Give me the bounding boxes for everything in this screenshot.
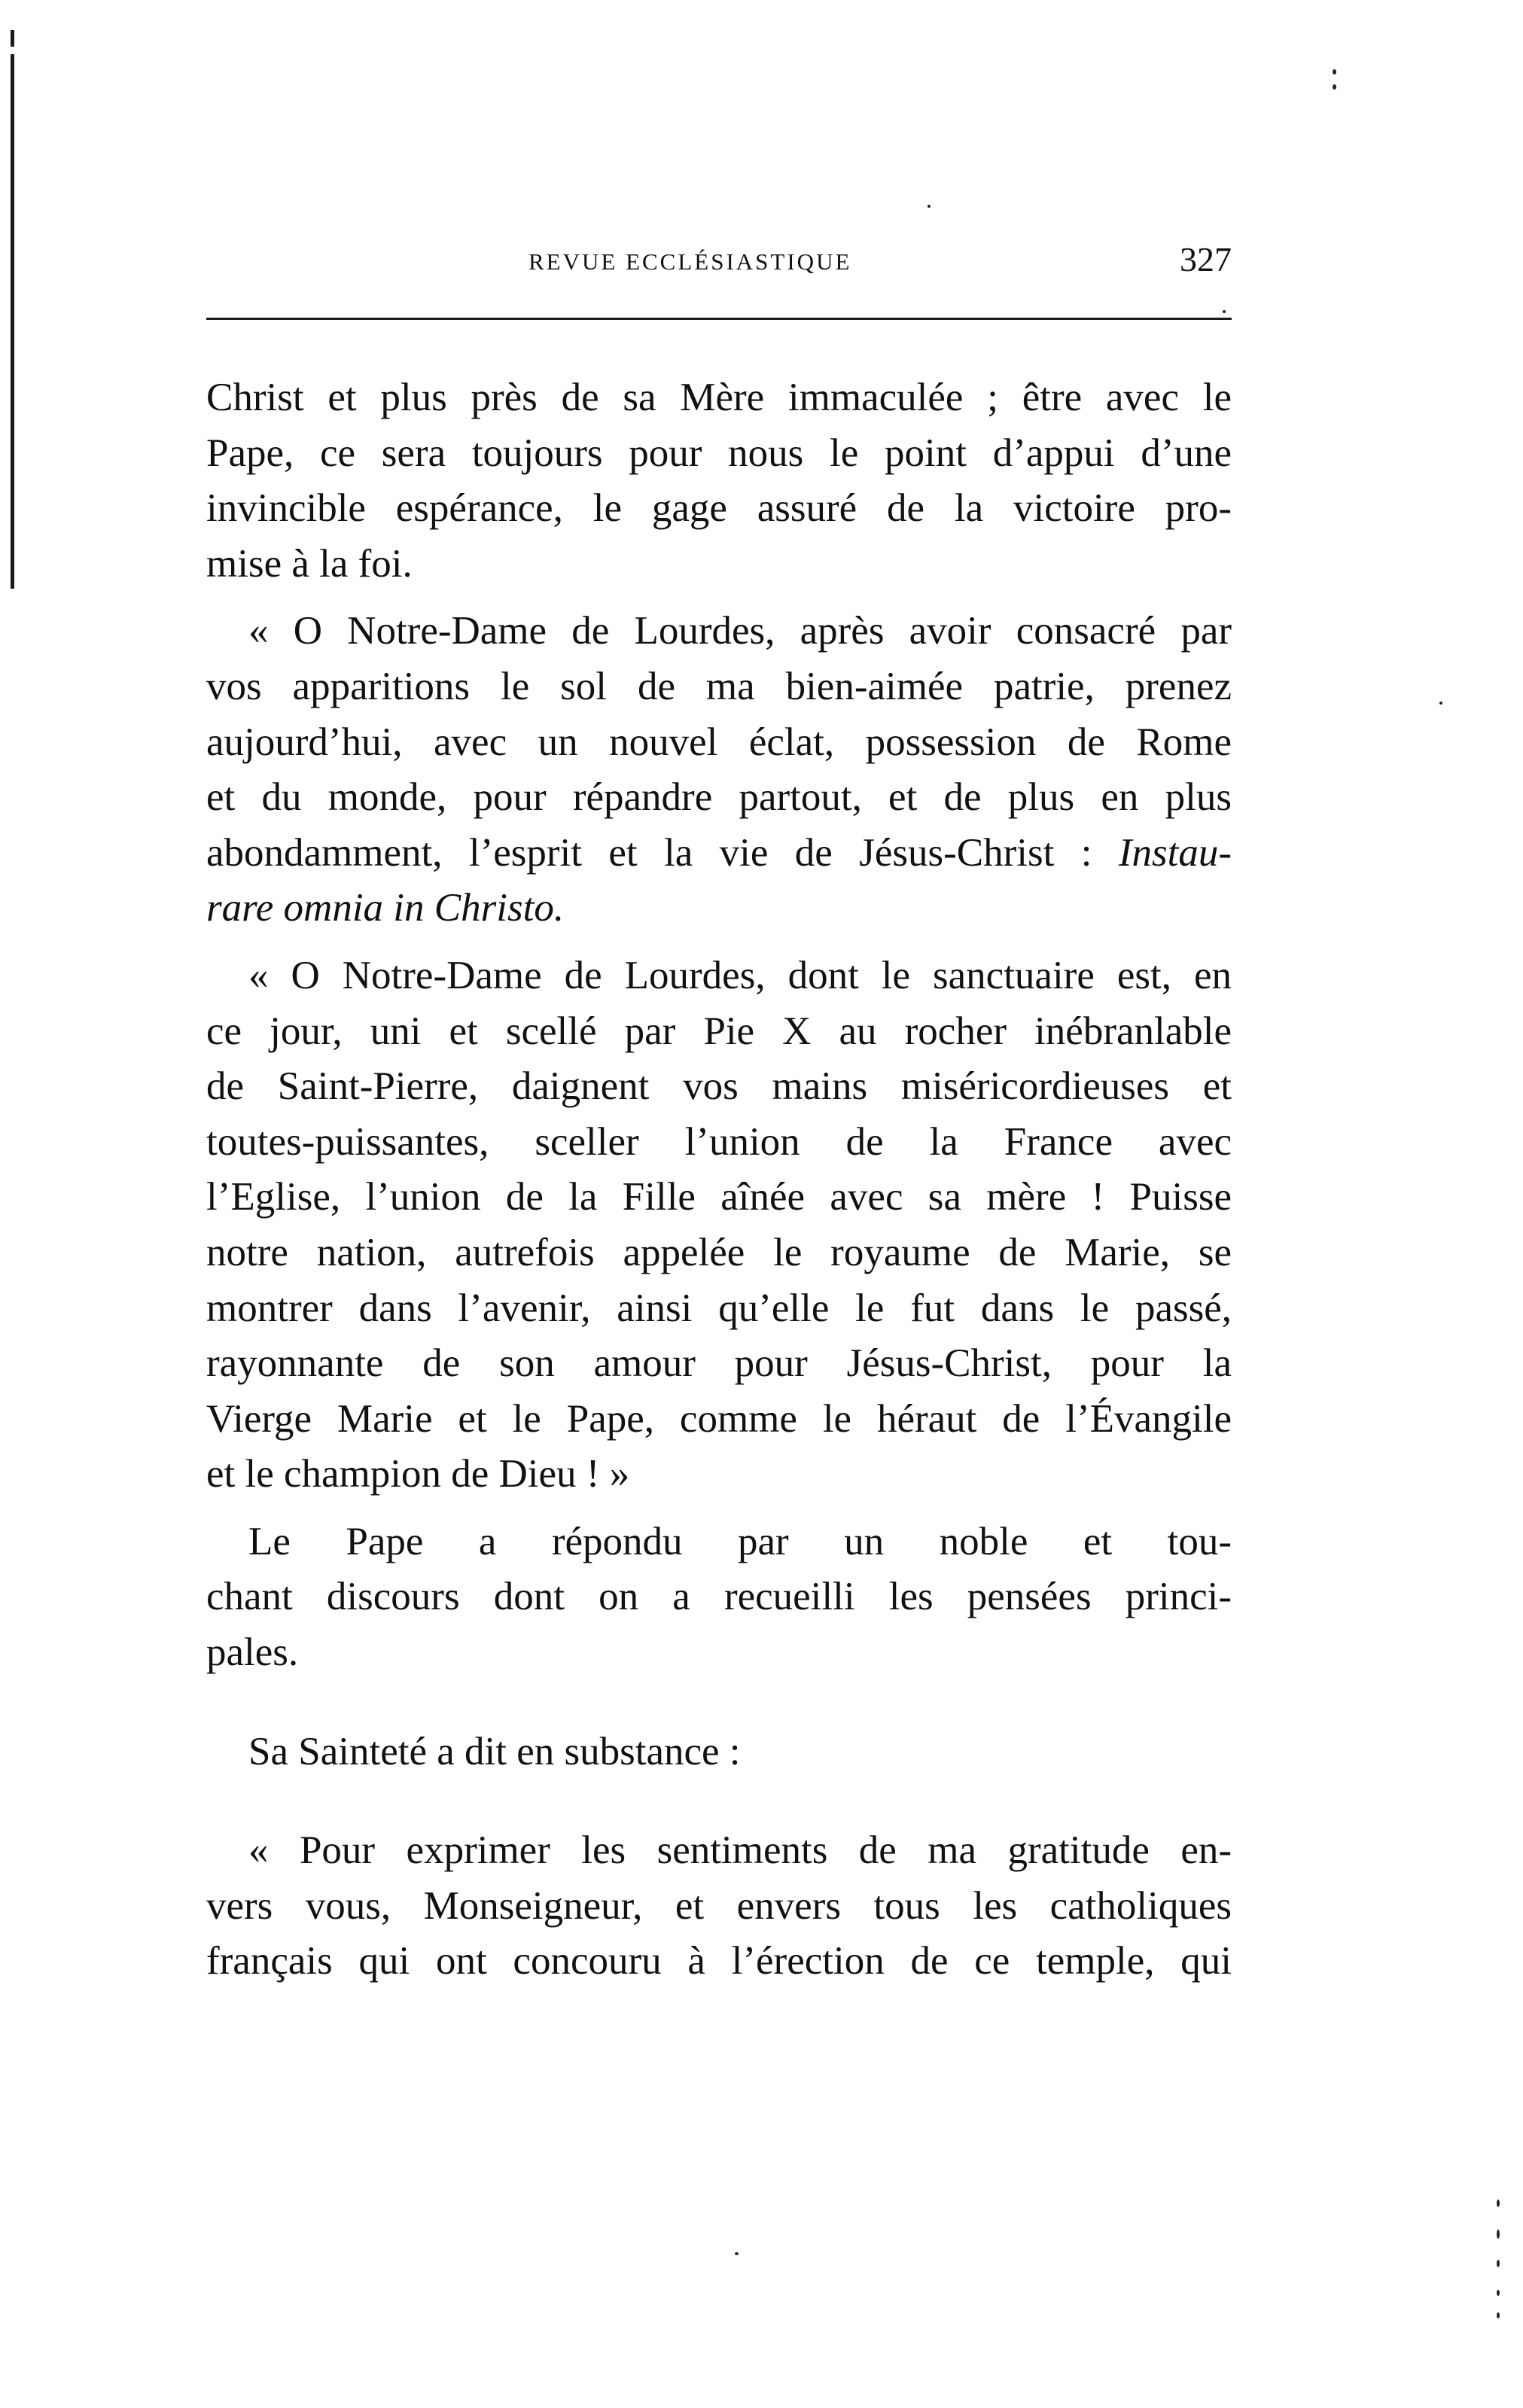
scan-speck xyxy=(1497,2199,1500,2207)
text-line: et du monde, pour répandre partout, et de plus en plus xyxy=(206,775,1232,820)
paragraph xyxy=(206,1725,1232,1780)
scan-speck xyxy=(1497,2260,1500,2267)
scan-speck xyxy=(1497,2290,1500,2296)
header-rule xyxy=(206,318,1232,320)
text-line: et le champion de Dieu ! » xyxy=(206,1452,630,1496)
text-line: vos apparitions le sol de ma bien-aimée patrie, prenez xyxy=(206,664,1232,708)
text-segment: abondamment, l’esprit et la vie de Jésus-Christ : xyxy=(206,830,1092,875)
text-line: chant discours dont on a recueilli les pensées princi- xyxy=(206,1575,1232,1619)
text-line: Pape, ce sera toujours pour nous le point d’appui d’une xyxy=(206,431,1232,475)
text-line: l’Eglise, l’union de la Fille aînée avec sa mère ! Puisse xyxy=(206,1175,1232,1219)
text-line: « O Notre-Dame de Lourdes, dont le sanctuaire est, en xyxy=(248,953,1232,997)
scan-speck xyxy=(1497,2230,1500,2239)
italic-text: rare omnia in Christo. xyxy=(206,886,565,930)
text-line: Christ et plus près de sa Mère immaculée ; être avec le xyxy=(206,376,1232,419)
body-text xyxy=(206,370,1232,1989)
paragraph xyxy=(206,948,1232,1502)
text-line: « Pour exprimer les sentiments de ma gratitude en- xyxy=(248,1828,1232,1873)
scan-edge-rule xyxy=(11,54,14,589)
paragraph xyxy=(206,370,1232,592)
page-number: 327 xyxy=(1180,240,1232,279)
scan-speck xyxy=(1333,84,1336,90)
text-line: Sa Sainteté a dit en substance : xyxy=(248,1729,741,1773)
scan-speck xyxy=(1223,310,1226,313)
text-line xyxy=(206,826,1232,881)
text-line: notre nation, autrefois appelée le royaume de Marie, se xyxy=(206,1230,1232,1274)
paragraph xyxy=(206,1823,1232,1989)
text-line: Le Pape a répondu par un noble et tou- xyxy=(248,1519,1232,1563)
text-line: « O Notre-Dame de Lourdes, après avoir consacré par xyxy=(248,609,1232,653)
text-line: rayonnante de son amour pour Jésus-Christ, pour la xyxy=(206,1341,1232,1386)
scan-speck xyxy=(928,205,931,208)
scan-speck xyxy=(1497,2312,1500,2318)
text-line: toutes-puissantes, sceller l’union de la France avec xyxy=(206,1119,1232,1164)
text-line: montrer dans l’avenir, ainsi qu’elle le fut dans le passé, xyxy=(206,1286,1232,1330)
page-header xyxy=(206,239,1232,285)
text-line: pales. xyxy=(206,1630,299,1675)
text-line: ce jour, uni et scellé par Pie X au rocher inébranlable xyxy=(206,1009,1232,1053)
text-line: aujourd’hui, avec un nouvel éclat, possession de Rome xyxy=(206,720,1232,764)
paragraph xyxy=(206,1515,1232,1681)
running-head: REVUE ECCLÉSIASTIQUE xyxy=(528,248,852,275)
scan-speck xyxy=(1439,702,1442,705)
scan-speck xyxy=(735,2252,739,2255)
italic-text: Instau- xyxy=(1118,830,1232,875)
scan-speck xyxy=(1333,69,1336,75)
text-line xyxy=(206,881,1232,936)
text-line: vers vous, Monseigneur, et envers tous les catholiques xyxy=(206,1883,1232,1928)
text-line: mise à la foi. xyxy=(206,541,413,586)
text-line: de Saint-Pierre, daignent vos mains miséricordieuses et xyxy=(206,1064,1232,1109)
text-line: invincible espérance, le gage assuré de la victoire pro- xyxy=(206,486,1232,531)
text-line: français qui ont concouru à l’érection de ce temple, qui xyxy=(206,1939,1232,1983)
paragraph xyxy=(206,604,1232,936)
scan-edge-mark xyxy=(11,30,14,47)
text-line: Vierge Marie et le Pape, comme le héraut de l’Évangile xyxy=(206,1396,1232,1441)
